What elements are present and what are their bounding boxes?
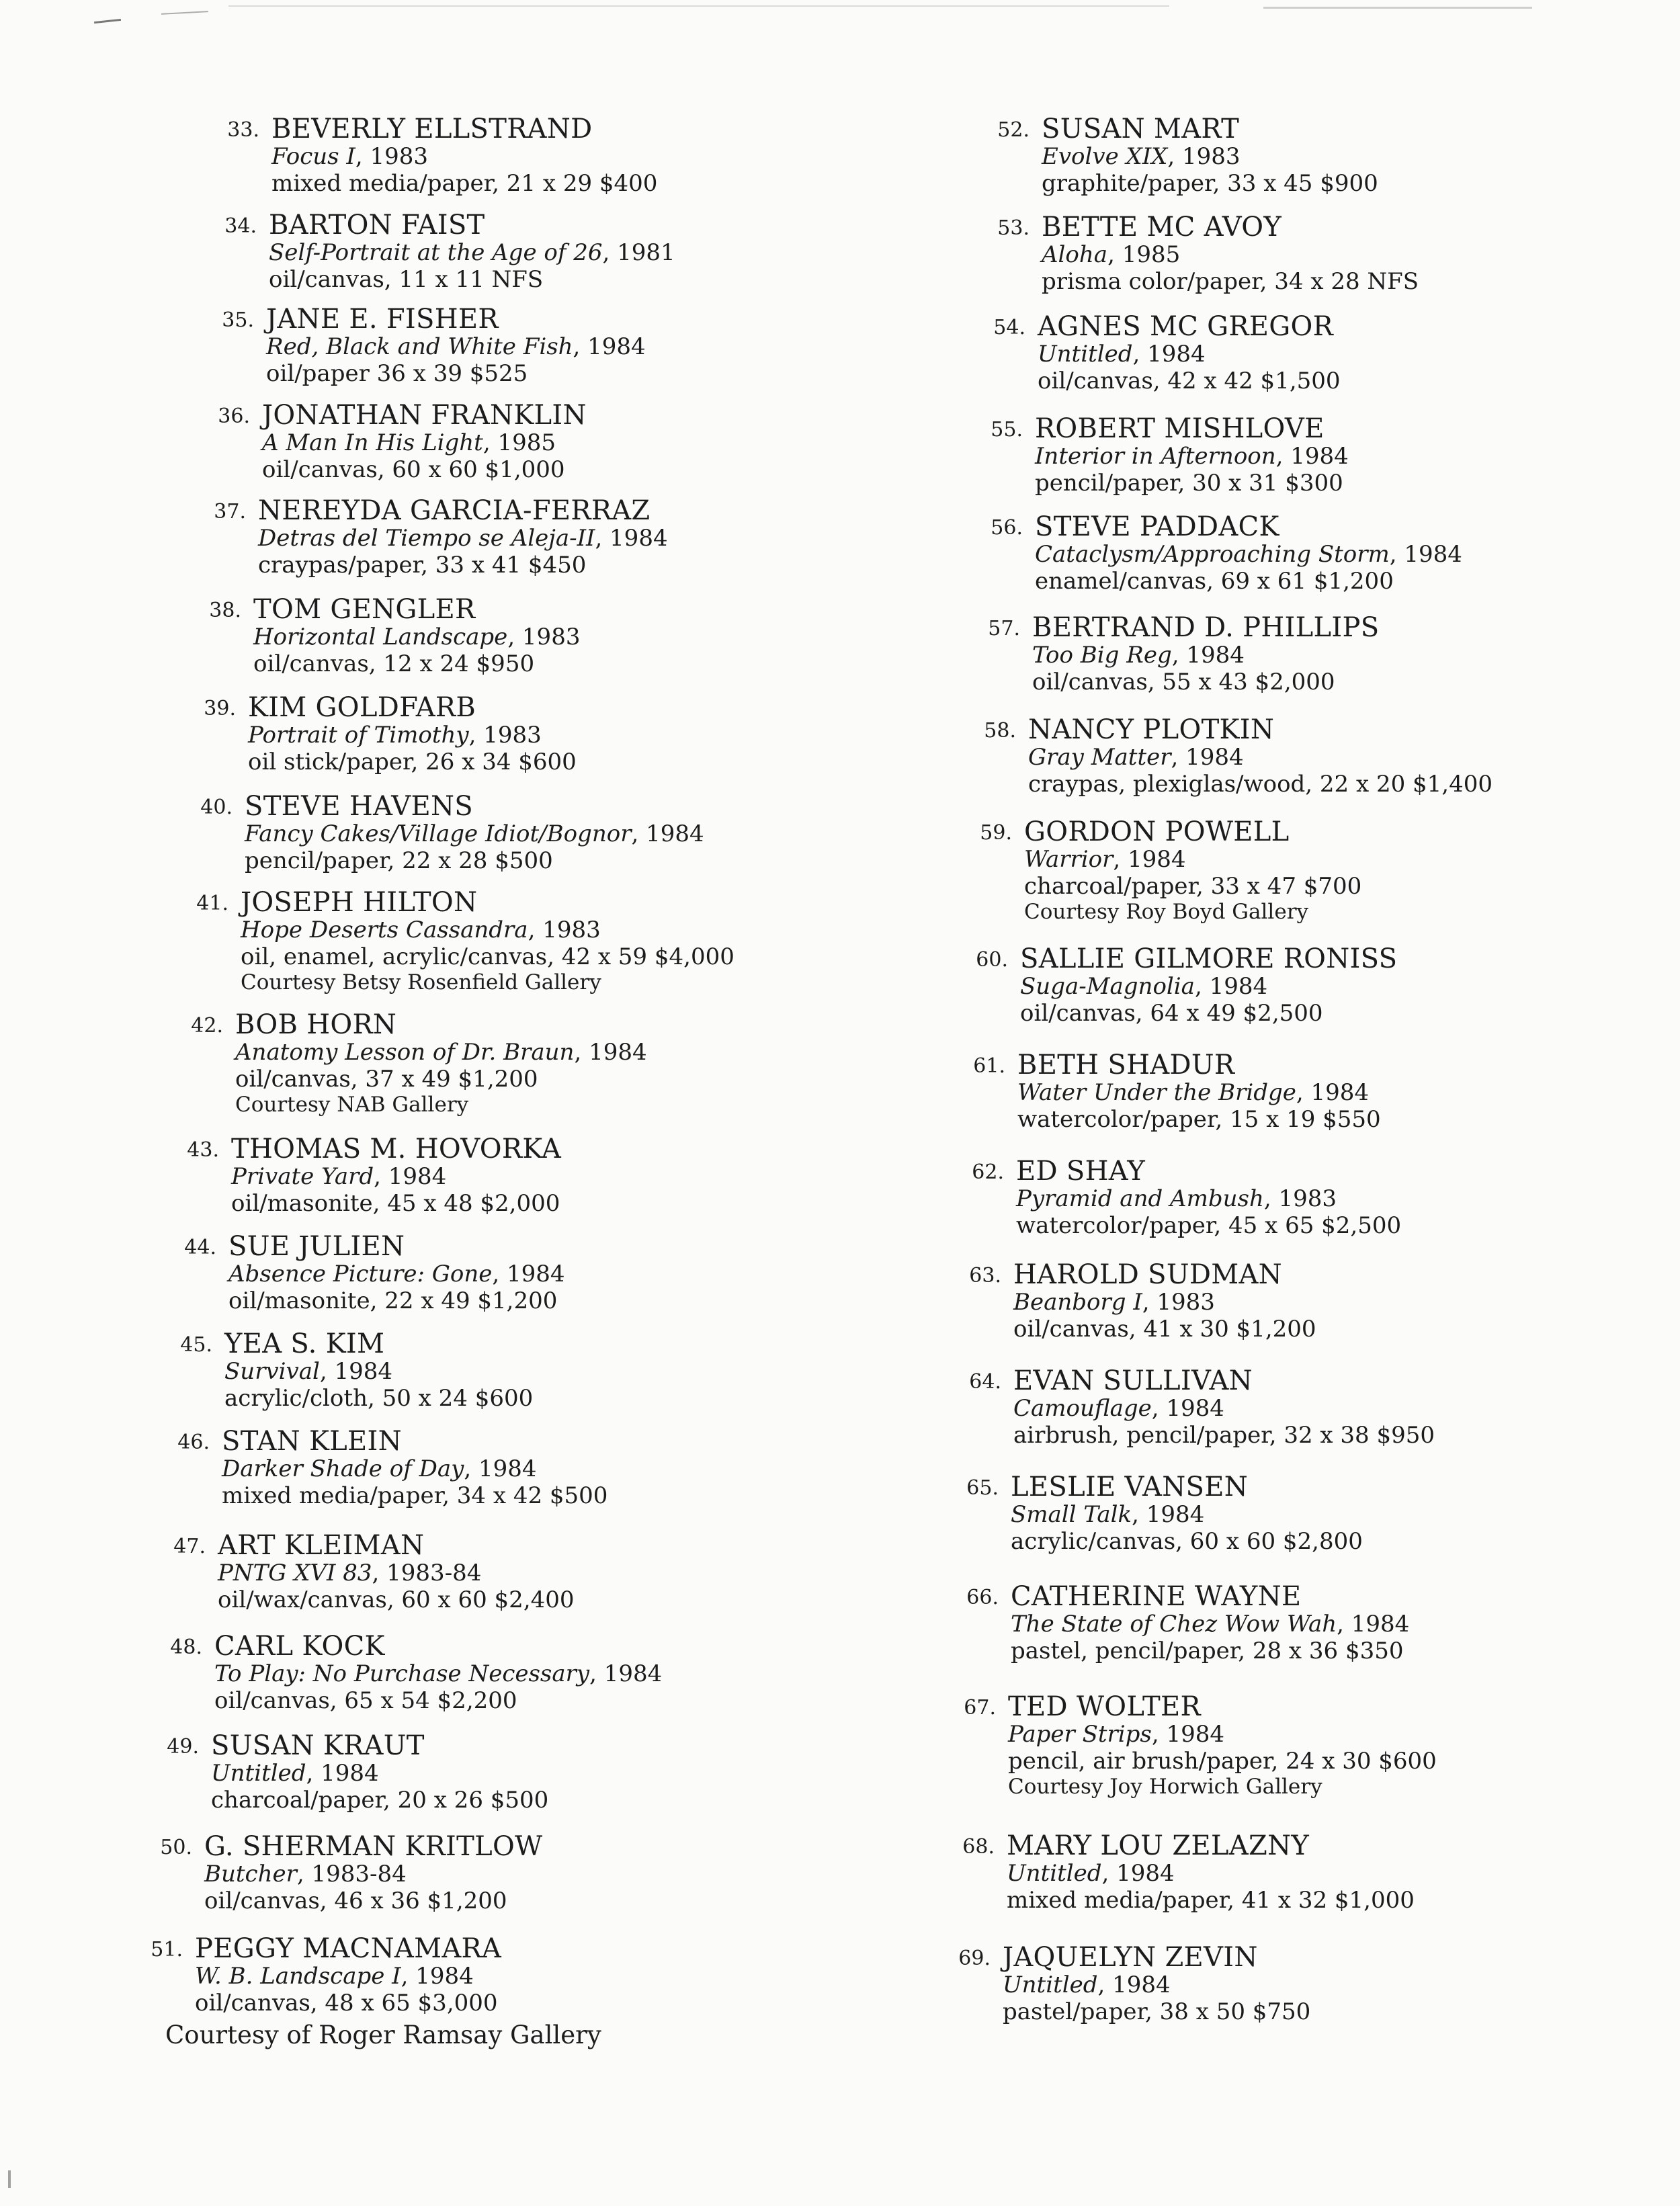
entry-number: 62.	[972, 1160, 1004, 1184]
artwork-year: , 1984	[1275, 443, 1349, 470]
artwork-line	[1007, 1862, 1175, 1885]
artwork-details: enamel/canvas, 69 x 61 $1,200	[1035, 568, 1394, 595]
artwork-year: , 1984	[1101, 1860, 1175, 1887]
artist-name: BEVERLY ELLSTRAND	[271, 114, 593, 144]
entry-number: 55.	[991, 418, 1023, 441]
artwork-year: , 1984	[1113, 846, 1186, 873]
artwork-year: , 1983-84	[296, 1861, 407, 1887]
artwork-title: To Play: No Purchase Necessary	[214, 1660, 590, 1687]
artwork-year: , 1983	[355, 143, 428, 170]
entry-number: 47.	[173, 1535, 206, 1558]
entry-number: 41.	[196, 892, 228, 915]
scan-edge-mark	[8, 2170, 11, 2188]
artwork-line	[241, 919, 601, 941]
artwork-title: Horizontal Landscape	[253, 624, 508, 650]
artwork-title: Cataclysm/Approaching Storm	[1035, 541, 1390, 568]
artist-name: BETTE MC AVOY	[1042, 212, 1282, 243]
artwork-title: Survival	[224, 1358, 320, 1385]
artwork-title: Detras del Tiempo se Aleja-II	[258, 525, 595, 552]
artwork-line	[228, 1263, 565, 1285]
artist-name: MARY LOU ZELAZNY	[1007, 1830, 1310, 1861]
entry-number: 40.	[200, 796, 233, 819]
entry-number: 60.	[976, 948, 1008, 972]
courtesy-line: Courtesy Betsy Rosenfield Gallery	[241, 970, 601, 994]
artwork-line	[235, 1041, 647, 1064]
artwork-year: , 1984	[319, 1358, 393, 1385]
artwork-details: oil/canvas, 48 x 65 $3,000	[195, 1990, 498, 2017]
courtesy-line: Courtesy Roy Boyd Gallery	[1024, 900, 1309, 924]
artwork-year: , 1984	[374, 1163, 447, 1190]
artwork-year: , 1984	[1132, 341, 1206, 368]
entry-number: 63.	[969, 1264, 1001, 1287]
artwork-title: Untitled	[1003, 1971, 1098, 1998]
artwork-details: acrylic/cloth, 50 x 24 $600	[224, 1385, 534, 1412]
artwork-title: Beanborg I	[1013, 1289, 1142, 1316]
artist-name: GORDON POWELL	[1024, 816, 1290, 847]
artwork-line	[1024, 848, 1186, 871]
artwork-line	[266, 335, 646, 358]
entry-number: 69.	[958, 1947, 991, 1970]
artwork-year: , 1985	[482, 429, 556, 456]
entry-number: 36.	[218, 405, 250, 428]
artwork-line	[231, 1165, 446, 1188]
artwork-title: Paper Strips	[1008, 1721, 1152, 1748]
artwork-line	[211, 1762, 379, 1785]
artwork-year: , 1984	[595, 525, 668, 552]
artwork-year: , 1984	[631, 820, 704, 847]
artwork-line	[258, 527, 668, 550]
artwork-title: Untitled	[211, 1760, 306, 1787]
artwork-year: , 1985	[1107, 241, 1181, 268]
artwork-details: craypas/paper, 33 x 41 $450	[258, 552, 587, 579]
entry-number: 67.	[964, 1696, 996, 1720]
entry-number: 33.	[227, 118, 259, 142]
artwork-title: Small Talk	[1011, 1501, 1132, 1528]
artwork-line	[1017, 1081, 1369, 1104]
artwork-details: acrylic/canvas, 60 x 60 $2,800	[1011, 1528, 1363, 1555]
artwork-line	[1032, 644, 1245, 667]
artwork-year: , 1984	[1296, 1079, 1370, 1106]
artwork-details: pencil/paper, 22 x 28 $500	[245, 847, 553, 874]
artwork-title: Self-Portrait at the Age of 26	[269, 239, 603, 266]
artwork-year: , 1984	[573, 333, 646, 360]
artist-name: STAN KLEIN	[222, 1426, 402, 1457]
artwork-details: oil/canvas, 42 x 42 $1,500	[1038, 368, 1341, 394]
artwork-title: Untitled	[1007, 1860, 1102, 1887]
courtesy-line: Courtesy NAB Gallery	[235, 1093, 469, 1117]
artwork-details: oil/canvas, 55 x 43 $2,000	[1032, 669, 1335, 695]
artwork-year: , 1983	[507, 624, 581, 650]
artwork-year: , 1983	[528, 917, 601, 943]
artwork-title: Butcher	[204, 1861, 297, 1887]
entry-number: 49.	[167, 1735, 199, 1758]
artwork-year: , 1984	[306, 1760, 379, 1787]
artwork-line	[222, 1457, 536, 1480]
artist-name: JAQUELYN ZEVIN	[1003, 1942, 1258, 1973]
entry-number: 52.	[997, 118, 1030, 142]
artwork-details: watercolor/paper, 45 x 65 $2,500	[1016, 1212, 1402, 1239]
artwork-year: , 1984	[1389, 541, 1462, 568]
artwork-title: Fancy Cakes/Village Idiot/Bognor	[245, 820, 632, 847]
artwork-year: , 1984	[1171, 744, 1244, 771]
artwork-line	[271, 145, 428, 168]
artist-name: JANE E. FISHER	[266, 304, 499, 335]
entry-number: 59.	[980, 821, 1012, 845]
artwork-details: craypas, plexiglas/wood, 22 x 20 $1,400	[1028, 771, 1493, 798]
scan-edge-mark	[228, 5, 1169, 7]
courtesy-line: Courtesy of Roger Ramsay Gallery	[165, 2021, 601, 2049]
artist-name: EVAN SULLIVAN	[1013, 1365, 1253, 1396]
artist-name: STEVE PADDACK	[1035, 511, 1279, 542]
artwork-title: Gray Matter	[1028, 744, 1171, 771]
entry-number: 42.	[191, 1014, 223, 1037]
artwork-details: oil/canvas, 11 x 11 NFS	[269, 266, 544, 293]
artwork-line	[195, 1965, 474, 1988]
artist-name: SUE JULIEN	[228, 1231, 405, 1262]
artwork-line	[1011, 1613, 1409, 1636]
artwork-title: Hope Deserts Cassandra	[241, 917, 528, 943]
artwork-title: Aloha	[1042, 241, 1108, 268]
artist-name: SUSAN MART	[1042, 114, 1240, 144]
artwork-title: Water Under the Bridge	[1017, 1079, 1296, 1106]
artist-name: TOM GENGLER	[253, 594, 476, 625]
artwork-details: oil stick/paper, 26 x 34 $600	[248, 749, 577, 775]
artwork-year: , 1984	[1132, 1501, 1205, 1528]
entry-number: 46.	[177, 1431, 210, 1454]
artwork-details: oil/canvas, 64 x 49 $2,500	[1020, 1000, 1323, 1027]
artwork-details: oil/masonite, 45 x 48 $2,000	[231, 1190, 560, 1217]
artist-name: JOSEPH HILTON	[241, 887, 478, 918]
artwork-title: Darker Shade of Day	[222, 1455, 464, 1482]
entry-number: 66.	[966, 1586, 999, 1609]
artwork-title: A Man In His Light	[262, 429, 483, 456]
artist-name: BERTRAND D. PHILLIPS	[1032, 612, 1380, 643]
entry-number: 45.	[180, 1333, 212, 1357]
entry-number: 50.	[160, 1836, 192, 1859]
entry-number: 65.	[966, 1476, 999, 1500]
entry-number: 37.	[214, 500, 246, 523]
artwork-year: , 1984	[492, 1261, 565, 1287]
artwork-details: oil/canvas, 65 x 54 $2,200	[214, 1687, 517, 1714]
artwork-details: mixed media/paper, 34 x 42 $500	[222, 1482, 608, 1509]
artwork-year: , 1984	[1337, 1611, 1410, 1638]
artwork-line	[214, 1662, 662, 1685]
artist-name: BOB HORN	[235, 1009, 397, 1040]
artwork-line	[1013, 1397, 1224, 1420]
artwork-title: Absence Picture: Gone	[228, 1261, 493, 1287]
artwork-year: , 1984	[574, 1039, 647, 1066]
artwork-details: oil/canvas, 46 x 36 $1,200	[204, 1887, 507, 1914]
artwork-line	[1003, 1971, 1171, 1998]
artwork-line	[1028, 746, 1244, 769]
artwork-year: , 1984	[1194, 973, 1268, 1000]
artist-name: AGNES MC GREGOR	[1038, 311, 1334, 342]
entry-number: 68.	[962, 1835, 995, 1859]
artist-name: ART KLEIMAN	[218, 1530, 425, 1561]
entry-number: 53.	[997, 216, 1030, 240]
artwork-details: charcoal/paper, 20 x 26 $500	[211, 1787, 549, 1814]
artwork-title: Camouflage	[1013, 1395, 1152, 1422]
scan-edge-mark	[161, 11, 208, 15]
artwork-line	[1035, 445, 1349, 468]
artwork-year: , 1983	[468, 722, 542, 749]
artwork-title: Warrior	[1024, 846, 1114, 873]
artwork-details: charcoal/paper, 33 x 47 $700	[1024, 873, 1362, 900]
artist-name: YEA S. KIM	[224, 1328, 385, 1359]
artwork-line	[1038, 343, 1206, 366]
artwork-details: oil, enamel, acrylic/canvas, 42 x 59 $4,000	[241, 943, 734, 970]
artwork-details: mixed media/paper, 41 x 32 $1,000	[1007, 1887, 1415, 1914]
artwork-title: Interior in Afternoon	[1035, 443, 1276, 470]
artwork-year: , 1984	[589, 1660, 663, 1687]
artwork-details: pastel, pencil/paper, 28 x 36 $350	[1011, 1638, 1404, 1664]
entry-number: 44.	[184, 1236, 216, 1259]
artwork-line	[1011, 1503, 1204, 1526]
artwork-details: pencil, air brush/paper, 24 x 30 $600	[1008, 1748, 1437, 1775]
artwork-line	[1020, 975, 1267, 998]
artist-name: SALLIE GILMORE RONISS	[1020, 943, 1398, 974]
entry-number: 58.	[984, 719, 1016, 743]
artwork-line	[1016, 1187, 1337, 1210]
artist-name: HAROLD SUDMAN	[1013, 1259, 1282, 1290]
artist-name: LESLIE VANSEN	[1011, 1472, 1249, 1502]
artwork-year: , 1983	[1263, 1185, 1337, 1212]
artwork-details: airbrush, pencil/paper, 32 x 38 $950	[1013, 1422, 1435, 1449]
entry-number: 34.	[224, 214, 257, 238]
artwork-title: Portrait of Timothy	[248, 722, 469, 749]
artwork-details: prisma color/paper, 34 x 28 NFS	[1042, 268, 1419, 295]
artwork-line	[248, 724, 542, 747]
artist-name: TED WOLTER	[1008, 1691, 1201, 1722]
artwork-line	[1013, 1291, 1215, 1314]
artwork-year: , 1983	[1167, 143, 1241, 170]
artist-name: KIM GOLDFARB	[248, 692, 476, 723]
artwork-details: mixed media/paper, 21 x 29 $400	[271, 170, 658, 197]
artist-name: NEREYDA GARCIA-FERRAZ	[258, 495, 650, 526]
artwork-title: Anatomy Lesson of Dr. Braun	[235, 1039, 575, 1066]
artwork-year: , 1984	[464, 1455, 537, 1482]
artwork-details: pencil/paper, 30 x 31 $300	[1035, 470, 1343, 497]
entry-number: 64.	[969, 1370, 1001, 1394]
entry-number: 61.	[973, 1054, 1005, 1078]
artwork-title: Suga-Magnolia	[1020, 973, 1195, 1000]
artwork-year: , 1981	[602, 239, 675, 266]
artwork-details: oil/canvas, 60 x 60 $1,000	[262, 456, 565, 483]
artwork-title: Untitled	[1038, 341, 1133, 368]
artwork-title: The State of Chez Wow Wah	[1011, 1611, 1337, 1638]
artwork-line	[262, 431, 556, 454]
artwork-details: pastel/paper, 38 x 50 $750	[1003, 1998, 1311, 2025]
entry-number: 38.	[209, 599, 241, 622]
artwork-details: oil/wax/canvas, 60 x 60 $2,400	[218, 1586, 575, 1613]
artwork-line	[224, 1360, 392, 1383]
artwork-details: oil/canvas, 41 x 30 $1,200	[1013, 1316, 1316, 1343]
artwork-details: graphite/paper, 33 x 45 $900	[1042, 170, 1378, 197]
artwork-title: W. B. Landscape I	[195, 1963, 401, 1990]
scan-edge-mark	[94, 19, 121, 24]
entry-number: 35.	[222, 308, 254, 332]
artwork-year: , 1984	[401, 1963, 474, 1990]
artwork-year: , 1983-84	[372, 1560, 482, 1586]
artist-name: G. SHERMAN KRITLOW	[204, 1831, 543, 1862]
artwork-line	[1035, 543, 1462, 566]
scan-edge-mark	[1263, 7, 1532, 9]
courtesy-line: Courtesy Joy Horwich Gallery	[1008, 1775, 1322, 1799]
artist-name: CATHERINE WAYNE	[1011, 1581, 1302, 1612]
artist-name: THOMAS M. HOVORKA	[231, 1134, 562, 1164]
artwork-title: Private Yard	[231, 1163, 374, 1190]
artist-name: ED SHAY	[1016, 1156, 1146, 1187]
entry-number: 39.	[204, 697, 236, 720]
artwork-line	[204, 1863, 407, 1885]
artist-name: JONATHAN FRANKLIN	[262, 400, 587, 431]
artwork-line	[269, 241, 675, 264]
artwork-line	[1042, 145, 1241, 168]
artwork-line	[218, 1562, 481, 1584]
artwork-details: oil/paper 36 x 39 $525	[266, 360, 528, 387]
entry-number: 43.	[187, 1138, 219, 1162]
entry-number: 56.	[991, 516, 1023, 540]
entry-number: 54.	[993, 316, 1025, 339]
artist-name: BARTON FAIST	[269, 210, 485, 241]
artwork-year: , 1984	[1097, 1971, 1171, 1998]
entry-number: 57.	[988, 617, 1020, 640]
artwork-line	[1008, 1723, 1224, 1746]
entry-number: 51.	[151, 1938, 183, 1961]
artwork-details: oil/masonite, 22 x 49 $1,200	[228, 1287, 558, 1314]
artwork-line	[1042, 243, 1180, 266]
artwork-title: Red, Black and White Fish	[266, 333, 573, 360]
artwork-year: , 1984	[1151, 1395, 1224, 1422]
artwork-title: Pyramid and Ambush	[1016, 1185, 1264, 1212]
artwork-title: Too Big Reg	[1032, 642, 1172, 669]
artist-name: BETH SHADUR	[1017, 1050, 1235, 1080]
artwork-year: , 1984	[1171, 642, 1245, 669]
artwork-line	[253, 626, 580, 648]
artist-name: CARL KOCK	[214, 1631, 385, 1662]
artist-name: PEGGY MACNAMARA	[195, 1933, 502, 1964]
artwork-year: , 1983	[1142, 1289, 1215, 1316]
artwork-year: , 1984	[1151, 1721, 1225, 1748]
artwork-title: Evolve XIX	[1042, 143, 1168, 170]
artwork-line	[245, 822, 704, 845]
artwork-details: oil/canvas, 12 x 24 $950	[253, 650, 535, 677]
artist-name: STEVE HAVENS	[245, 791, 473, 822]
artwork-details: oil/canvas, 37 x 49 $1,200	[235, 1066, 538, 1093]
artwork-title: Focus I	[271, 143, 355, 170]
artist-name: SUSAN KRAUT	[211, 1730, 425, 1761]
artwork-title: PNTG XVI 83	[218, 1560, 372, 1586]
artist-name: ROBERT MISHLOVE	[1035, 413, 1325, 444]
entry-number: 48.	[170, 1636, 202, 1659]
artwork-details: watercolor/paper, 15 x 19 $550	[1017, 1106, 1381, 1133]
artist-name: NANCY PLOTKIN	[1028, 714, 1275, 745]
